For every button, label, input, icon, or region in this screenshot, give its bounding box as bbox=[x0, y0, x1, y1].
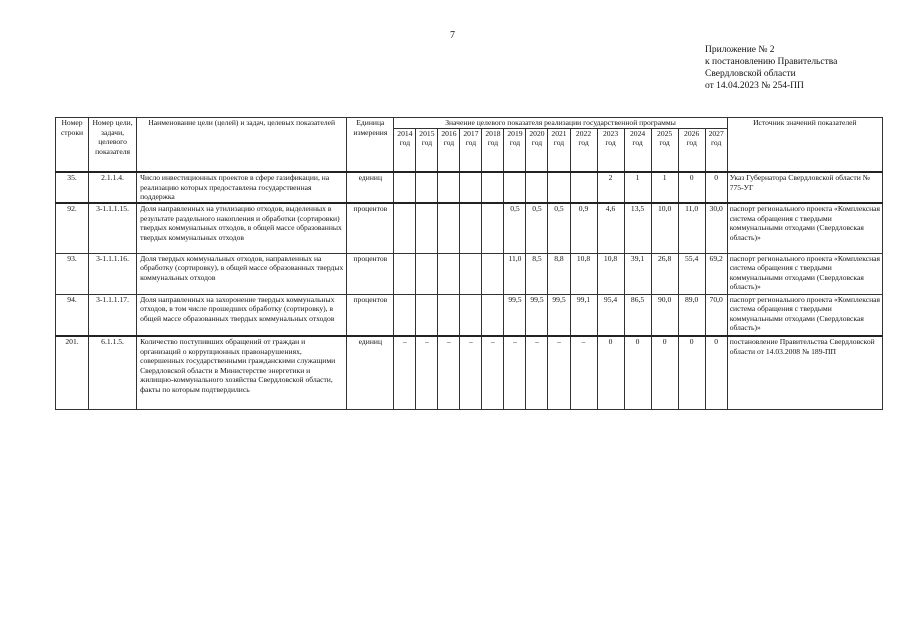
value-cell bbox=[438, 172, 460, 203]
header-year: 2026 год bbox=[678, 128, 705, 172]
value-cell: 0 bbox=[705, 336, 727, 409]
unit: процентов bbox=[347, 253, 394, 294]
value-cell: – bbox=[570, 336, 597, 409]
indicator-name: Количество поступивших обращений от граждан и организаций о коррупционных правонарушениях, совершенных государственными гражданскими служащими Свердловской области в Министерстве энергетики и жилищно-коммунального хозяйства Свердловской области, факты по которым подтвердились bbox=[137, 336, 347, 409]
header-year: 2015 год bbox=[416, 128, 438, 172]
value-cell: 0,5 bbox=[504, 203, 526, 253]
value-cell: 99,1 bbox=[570, 294, 597, 336]
value-cell bbox=[460, 203, 482, 253]
value-cell: 0 bbox=[705, 172, 727, 203]
value-cell: 0 bbox=[651, 336, 678, 409]
row-number: 93. bbox=[56, 253, 89, 294]
header-year: 2022 год bbox=[570, 128, 597, 172]
value-cell: 2 bbox=[597, 172, 624, 203]
value-cell: 1 bbox=[651, 172, 678, 203]
value-cell: 10,8 bbox=[597, 253, 624, 294]
value-cell: 99,5 bbox=[504, 294, 526, 336]
header-year: 2024 год bbox=[624, 128, 651, 172]
value-cell: 0 bbox=[678, 172, 705, 203]
value-cell bbox=[548, 172, 570, 203]
goal-number: 6.1.1.5. bbox=[89, 336, 137, 409]
value-cell bbox=[438, 203, 460, 253]
value-cell bbox=[460, 253, 482, 294]
value-cell: 90,0 bbox=[651, 294, 678, 336]
value-cell: 0,5 bbox=[548, 203, 570, 253]
value-cell: 0 bbox=[624, 336, 651, 409]
value-cell: 8,5 bbox=[526, 253, 548, 294]
indicators-table bbox=[55, 117, 883, 410]
value-cell: 55,4 bbox=[678, 253, 705, 294]
row-number: 201. bbox=[56, 336, 89, 409]
indicator-name: Число инвестиционных проектов в сфере газификации, на реализацию которых предоставлена государственная поддержка bbox=[137, 172, 347, 203]
table-row bbox=[56, 172, 883, 203]
table-row bbox=[56, 253, 883, 294]
value-cell: 99,5 bbox=[526, 294, 548, 336]
header-year: 2017 год bbox=[460, 128, 482, 172]
header-year: 2027 год bbox=[705, 128, 727, 172]
value-cell: 0,9 bbox=[570, 203, 597, 253]
source-cell: паспорт регионального проекта «Комплексная система обращения с твердыми коммунальными отходами (Свердловская область)» bbox=[727, 203, 882, 253]
table-row bbox=[56, 294, 883, 336]
header-year: 2019 год bbox=[504, 128, 526, 172]
value-cell: – bbox=[416, 336, 438, 409]
indicator-name: Доля направленных на утилизацию отходов, выделенных в результате раздельного накопления и обработки (сортировки) твердых коммунальных отходов, в общей массе образованных твердых коммунальных отходов bbox=[137, 203, 347, 253]
value-cell bbox=[438, 253, 460, 294]
value-cell: 11,0 bbox=[504, 253, 526, 294]
value-cell: 70,0 bbox=[705, 294, 727, 336]
header-year: 2014 год bbox=[394, 128, 416, 172]
appendix-line-1: Приложение № 2 bbox=[705, 45, 775, 55]
value-cell: 30,0 bbox=[705, 203, 727, 253]
value-cell: 11,0 bbox=[678, 203, 705, 253]
value-cell: – bbox=[504, 336, 526, 409]
value-cell: 4,6 bbox=[597, 203, 624, 253]
source-cell: паспорт регионального проекта «Комплексная система обращения с твердыми коммунальными отходами (Свердловская область)» bbox=[727, 253, 882, 294]
value-cell bbox=[482, 253, 504, 294]
goal-number: 3-1.1.1.17. bbox=[89, 294, 137, 336]
value-cell bbox=[438, 294, 460, 336]
value-cell bbox=[504, 172, 526, 203]
header-source: Источник значений показателей bbox=[727, 118, 882, 173]
value-cell bbox=[526, 172, 548, 203]
value-cell bbox=[416, 253, 438, 294]
value-cell: – bbox=[394, 336, 416, 409]
value-cell: 10,8 bbox=[570, 253, 597, 294]
header-year: 2018 год bbox=[482, 128, 504, 172]
value-cell: 89,0 bbox=[678, 294, 705, 336]
appendix-line-2: к постановлению Правительства bbox=[705, 57, 838, 67]
value-cell: 0 bbox=[597, 336, 624, 409]
value-cell bbox=[482, 172, 504, 203]
header-name: Наименование цели (целей) и задач, целевых показателей bbox=[137, 118, 347, 173]
value-cell bbox=[416, 203, 438, 253]
header-year: 2021 год bbox=[548, 128, 570, 172]
header-year: 2016 год bbox=[438, 128, 460, 172]
value-cell: 95,4 bbox=[597, 294, 624, 336]
value-cell: 10,0 bbox=[651, 203, 678, 253]
source-cell: Указ Губернатора Свердловской области № 775-УГ bbox=[727, 172, 882, 203]
source-cell: постановление Правительства Свердловской области от 14.03.2008 № 189-ПП bbox=[727, 336, 882, 409]
header-goal-no: Номер цели, задачи, целевого показателя bbox=[89, 118, 137, 173]
source-cell: паспорт регионального проекта «Комплексная система обращения с твердыми коммунальными отходами (Свердловская область)» bbox=[727, 294, 882, 336]
value-cell: 26,8 bbox=[651, 253, 678, 294]
value-cell: – bbox=[526, 336, 548, 409]
value-cell bbox=[482, 294, 504, 336]
value-cell: 0,5 bbox=[526, 203, 548, 253]
row-number: 35. bbox=[56, 172, 89, 203]
value-cell: – bbox=[482, 336, 504, 409]
value-cell bbox=[570, 172, 597, 203]
header-year: 2023 год bbox=[597, 128, 624, 172]
value-cell: 86,5 bbox=[624, 294, 651, 336]
row-number: 92. bbox=[56, 203, 89, 253]
value-cell bbox=[394, 294, 416, 336]
value-cell bbox=[460, 172, 482, 203]
header-year: 2020 год bbox=[526, 128, 548, 172]
unit: процентов bbox=[347, 203, 394, 253]
value-cell: 13,5 bbox=[624, 203, 651, 253]
table-row bbox=[56, 336, 883, 409]
unit: единиц bbox=[347, 336, 394, 409]
header-row-1 bbox=[56, 118, 883, 129]
appendix-line-4: от 14.04.2023 № 254-ПП bbox=[705, 81, 804, 91]
value-cell: 0 bbox=[678, 336, 705, 409]
value-cell bbox=[460, 294, 482, 336]
header-unit: Единица измерения bbox=[347, 118, 394, 173]
value-cell bbox=[416, 172, 438, 203]
value-cell: 39,1 bbox=[624, 253, 651, 294]
goal-number: 3-1.1.1.16. bbox=[89, 253, 137, 294]
unit: процентов bbox=[347, 294, 394, 336]
value-cell: 69,2 bbox=[705, 253, 727, 294]
unit: единиц bbox=[347, 172, 394, 203]
header-year: 2025 год bbox=[651, 128, 678, 172]
header-values-group: Значение целевого показателя реализации государственной программы bbox=[394, 118, 727, 129]
value-cell: 99,5 bbox=[548, 294, 570, 336]
value-cell bbox=[394, 253, 416, 294]
appendix-header bbox=[705, 44, 837, 92]
row-number: 94. bbox=[56, 294, 89, 336]
table-row bbox=[56, 203, 883, 253]
value-cell bbox=[482, 203, 504, 253]
value-cell: – bbox=[460, 336, 482, 409]
goal-number: 2.1.1.4. bbox=[89, 172, 137, 203]
indicator-name: Доля твердых коммунальных отходов, направленных на обработку (сортировку), в общей массе образованных твердых коммунальных отходов bbox=[137, 253, 347, 294]
goal-number: 3-1.1.1.15. bbox=[89, 203, 137, 253]
value-cell bbox=[394, 172, 416, 203]
value-cell bbox=[394, 203, 416, 253]
value-cell: – bbox=[548, 336, 570, 409]
appendix-line-3: Свердловской области bbox=[705, 69, 796, 79]
value-cell bbox=[416, 294, 438, 336]
indicator-name: Доля направленных на захоронение твердых коммунальных отходов, в том числе прошедших обработку (сортировку), в общей массе образованных твердых коммунальных отходов bbox=[137, 294, 347, 336]
page-number: 7 bbox=[450, 30, 455, 41]
value-cell: 1 bbox=[624, 172, 651, 203]
header-row-no: Номер строки bbox=[56, 118, 89, 173]
value-cell: – bbox=[438, 336, 460, 409]
value-cell: 8,8 bbox=[548, 253, 570, 294]
